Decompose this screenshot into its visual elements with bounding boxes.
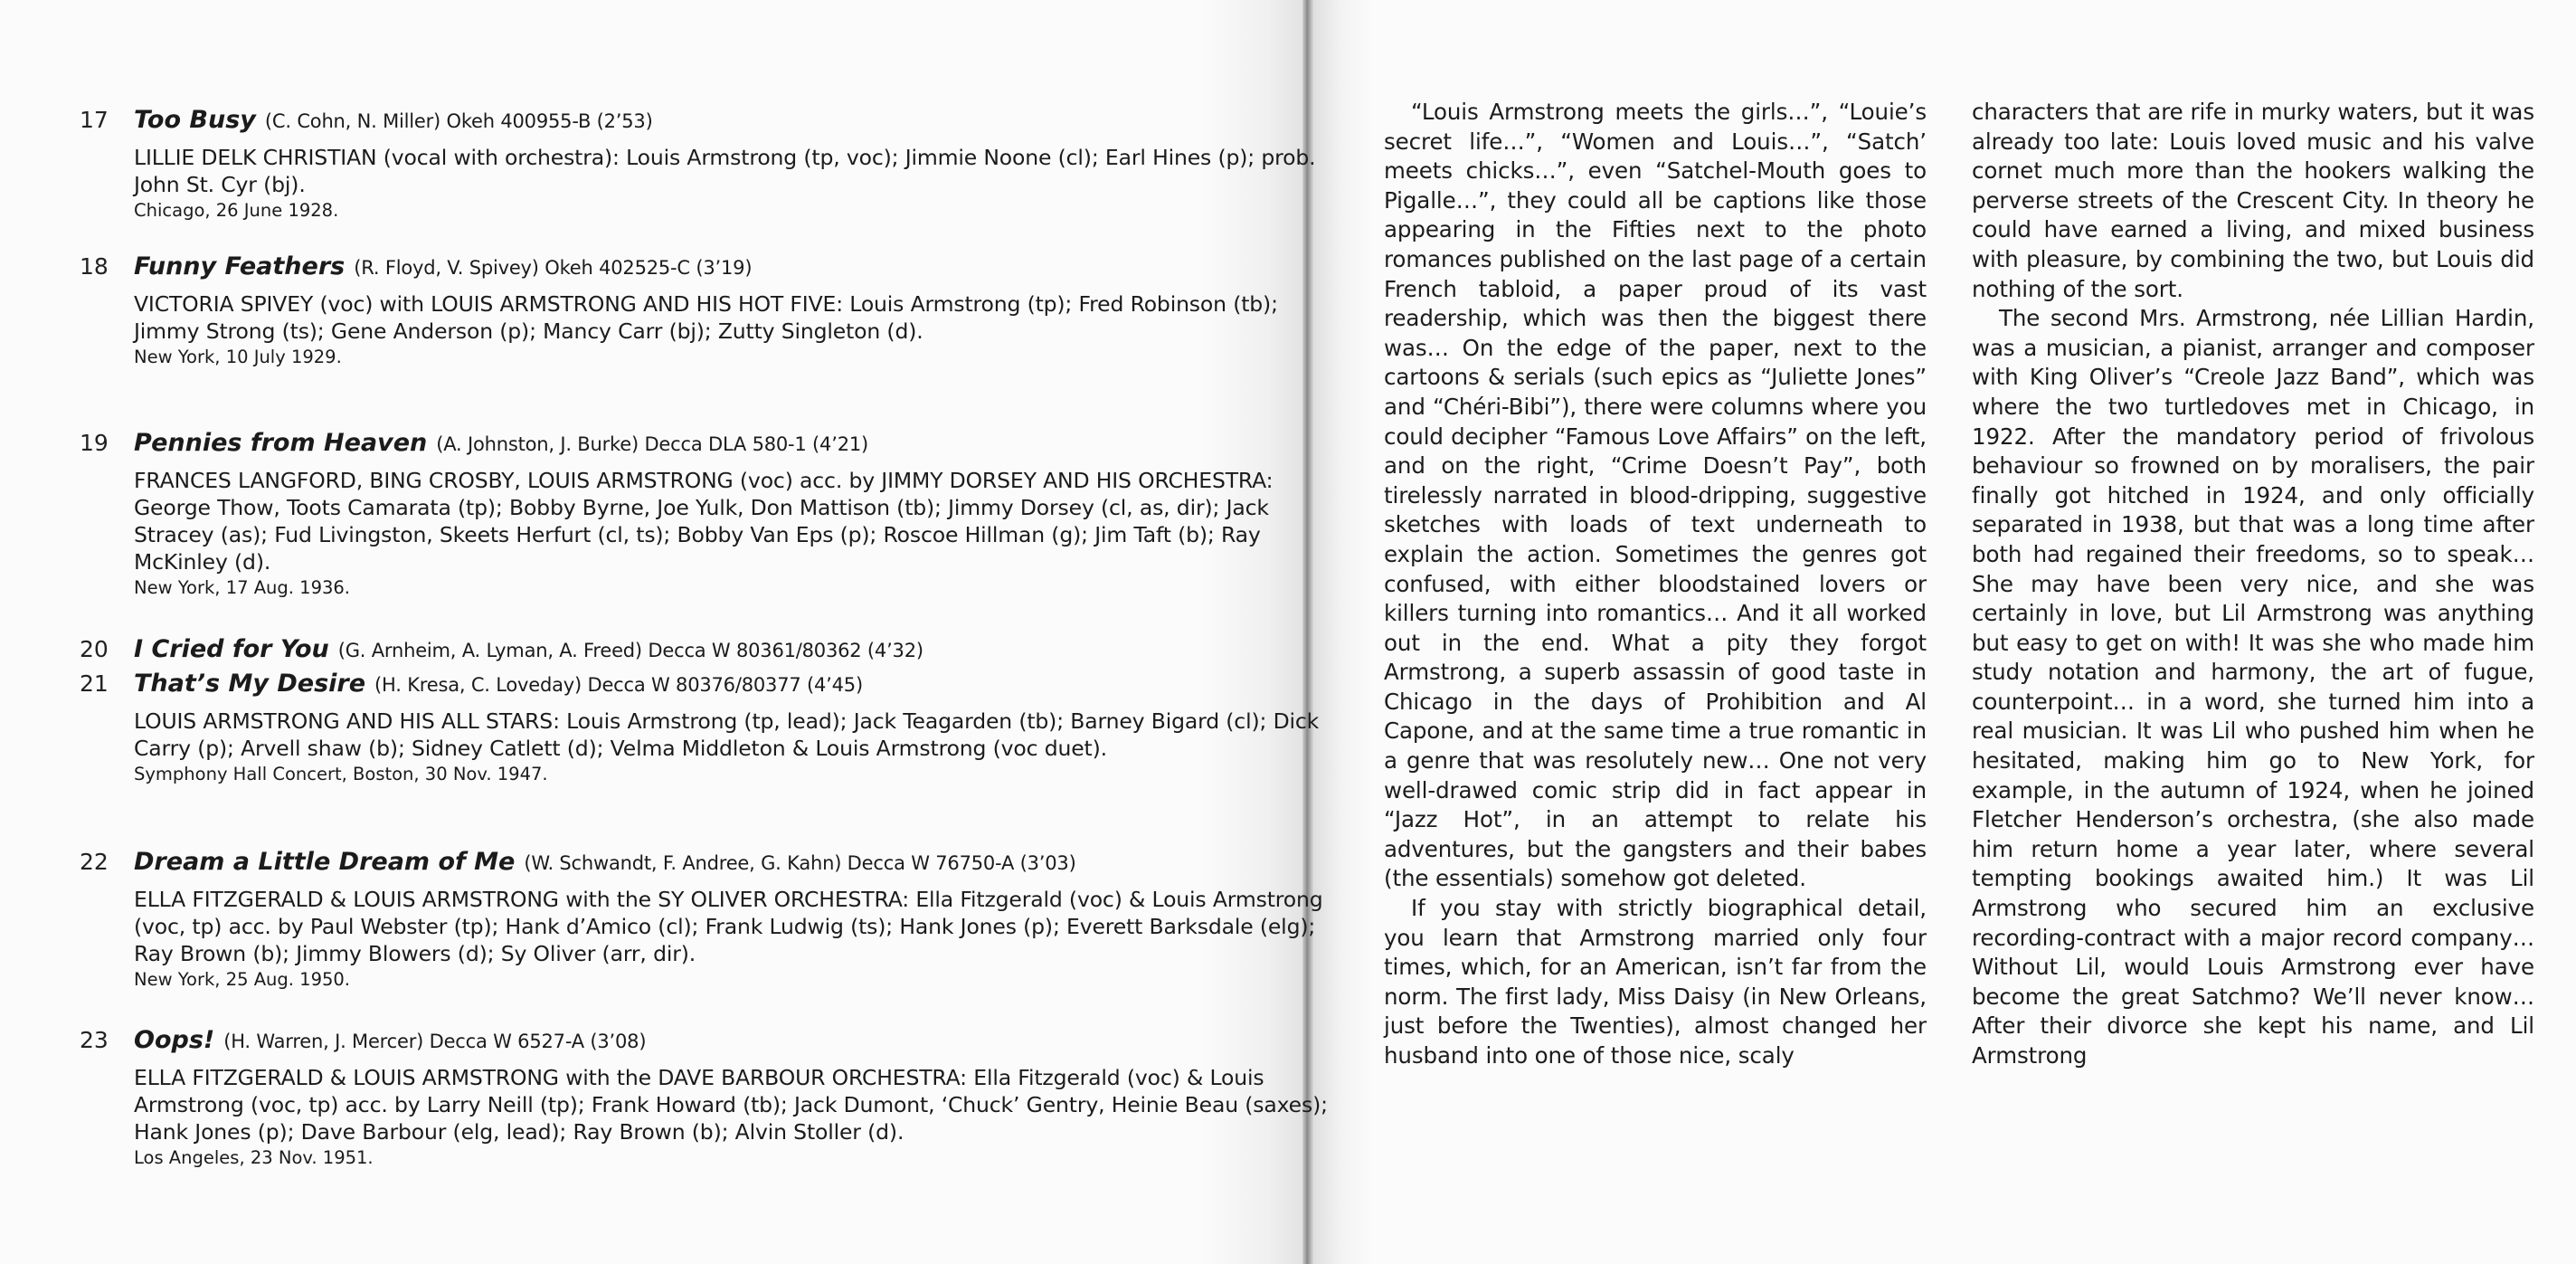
track-meta: (G. Arnheim, A. Lyman, A. Freed) Decca W 80361/80362 (4’32) — [337, 640, 923, 661]
track-personnel: VICTORIA SPIVEY (voc) with LOUIS ARMSTRONG AND HIS HOT FIVE: Louis Armstrong (tp); Fred Robinson (tb); Jimmy Strong (ts); Gene Anderson (p); Mancy Carr (bj); Zutty Singleton (d). — [134, 291, 1278, 344]
track-title: Pennies from Heaven — [134, 429, 428, 457]
track-location: Symphony Hall Concert, Boston, 30 Nov. 1947. — [134, 764, 548, 784]
track-number: 20 — [80, 636, 109, 662]
track-number: 19 — [80, 430, 109, 456]
text-column-2 — [1972, 98, 2534, 1071]
track-title: I Cried for You — [134, 635, 329, 663]
track-location: Chicago, 26 June 1928. — [134, 200, 339, 221]
track-meta: (H. Kresa, C. Loveday) Decca W 80376/80377 (4’45) — [374, 674, 863, 696]
track-number: 17 — [80, 107, 109, 133]
paragraph: The second Mrs. Armstrong, née Lillian Hardin, was a musician, a pianist, arranger and composer with King Oliver’s “Creole Jazz Band”, which was where the two turtledoves met in Chicago, in 1922. After the mandatory period of frivolous behaviour so frowned on by moralisers, the pair finally got hitched in 1924, and only officially separated in 1938, but that was a long time after both had regained their freedoms, so to speak… She may have been very nice, and she was certainly in love, but Lil Armstrong was anything but easy to get on with! It was she who made him study notation and harmony, the art of fugue, counterpoint… in a word, she turned him into a real musician. It was Lil who pushed him when he hesitated, making him go to New York, for example, in the autumn of 1924, when he joined Fletcher Henderson’s orchestra, (she also made him return home a year later, where several tempting bookings awaited him.) It was Lil Armstrong who secured him an exclusive recording-contract with a major record company… Without Lil, would Louis Armstrong ever have become the great Satchmo? We’ll never know… After their divorce she kept his name, and Lil Armstrong — [1972, 305, 2534, 1069]
track-personnel: FRANCES LANGFORD, BING CROSBY, LOUIS ARMSTRONG (voc) acc. by JIMMY DORSEY AND HIS ORCHESTRA: George Thow, Toots Camarata (tp); Bobby Byrne, Joe Yulk, Don Mattison (tb); Jimmy Dorsey (cl, as, dir); Jack Stracey (as); Fud Livingston, Skeets Herfurt (cl, ts); Bobby Van Eps (p); Roscoe Hillman (g); Jim Taft (b); Ray McKinley (d). — [134, 468, 1274, 575]
track-meta: (A. Johnston, J. Burke) Decca DLA 580-1 (4’21) — [436, 433, 869, 455]
text-column-1 — [1384, 98, 1927, 1071]
track-location: New York, 10 July 1929. — [134, 347, 342, 367]
track-title: Oops! — [134, 1026, 215, 1054]
track-meta: (C. Cohn, N. Miller) Okeh 400955-B (2’53) — [264, 110, 653, 132]
paragraph: characters that are rife in murky waters, but it was already too late: Louis loved music and his valve cornet much more than the hookers walking the perverse streets of the Crescent City. In theory he could have earned a living, and mixed business with pleasure, by combining the two, but Louis did nothing of the sort. — [1972, 99, 2534, 302]
track-title: Funny Feathers — [134, 252, 346, 280]
paragraph: “Louis Armstrong meets the girls…”, “Louie’s secret life…”, “Women and Louis…”, “Satch’ meets chicks…”, even “Satchel-Mouth goes to Pigalle…”, they could all be captions like those appearing in the Fifties next to the photo romances published on the last page of a certain French tabloid, a paper proud of its vast readership, which was then the biggest there was… On the edge of the paper, next to the cartoons & serials (such epics as “Juliette Jones” and “Chéri-Bibi”), there were columns where you could decipher “Famous Love Affairs” on the left, and on the right, “Crime Doesn’t Pay”, both tirelessly narrated in blood-dripping, suggestive sketches with loads of text underneath to explain the action. Sometimes the genres got confused, with either bloodstained lovers or killers turning into romantics… And it all worked out in the end. What a pity they forgot Armstrong, a superb assassin of good taste in Chicago in the days of Prohibition and Al Capone, and at the same time a true romantic in a genre that was resolutely new… One not very well-drawed comic strip did in fact appear in “Jazz Hot”, in an attempt to relate his adventures, but the gangsters and their babes (the essentials) somehow got deleted. — [1384, 99, 1927, 892]
track-location: New York, 17 Aug. 1936. — [134, 577, 350, 598]
track-personnel: LOUIS ARMSTRONG AND HIS ALL STARS: Louis Armstrong (tp, lead); Jack Teagarden (tb); Barney Bigard (cl); Dick Carry (p); Arvell shaw (b); Sidney Catlett (d); Velma Middleton & Louis Armstrong (voc duet). — [134, 708, 1320, 761]
track-number: 22 — [80, 849, 109, 875]
track-location: Los Angeles, 23 Nov. 1951. — [134, 1147, 374, 1168]
track-personnel: ELLA FITZGERALD & LOUIS ARMSTRONG with the SY OLIVER ORCHESTRA: Ella Fitzgerald (voc) & Louis Armstrong (voc, tp) acc. by Paul Webster (tp); Hank d’Amico (cl); Frank Ludwig (ts); Hank Jones (p); Everett Barksdale (elg); Ray Brown (b); Jimmy Blowers (d); Sy Oliver (arr, dir). — [134, 887, 1323, 966]
track-meta: (R. Floyd, V. Spivey) Okeh 402525-C (3’19) — [354, 257, 753, 279]
track-personnel: LILLIE DELK CHRISTIAN (vocal with orchestra): Louis Armstrong (tp, voc); Jimmie Noone (cl); Earl Hines (p); prob. John St. Cyr (bj). — [134, 145, 1316, 197]
track-meta: (W. Schwandt, F. Andree, G. Kahn) Decca W 76750-A (3’03) — [524, 852, 1076, 874]
paragraph: If you stay with strictly biographical detail, you learn that Armstrong married only four times, which, for an American, isn’t far from the norm. The first lady, Miss Daisy (in New Orleans, just before the Twenties), almost changed her husband into one of those nice, scaly — [1384, 895, 1927, 1069]
track-number: 23 — [80, 1027, 109, 1053]
track-title: Too Busy — [134, 106, 256, 134]
track-meta: (H. Warren, J. Mercer) Decca W 6527-A (3’08) — [223, 1031, 647, 1052]
track-title: Dream a Little Dream of Me — [134, 848, 516, 876]
track-number: 18 — [80, 253, 109, 280]
track-title: That’s My Desire — [134, 670, 366, 698]
track-location: New York, 25 Aug. 1950. — [134, 969, 350, 990]
track-number: 21 — [80, 670, 109, 697]
track-personnel: ELLA FITZGERALD & LOUIS ARMSTRONG with the DAVE BARBOUR ORCHESTRA: Ella Fitzgerald (voc) & Louis Armstrong (voc, tp) acc. by Larry Neill (tp); Frank Howard (tb); Jack Dumont, ‘Chuck’ Gentry, Heinie Beau (saxes); Hank Jones (p); Dave Barbour (elg, lead); Ray Brown (b); Alvin Stoller (d). — [134, 1065, 1328, 1145]
